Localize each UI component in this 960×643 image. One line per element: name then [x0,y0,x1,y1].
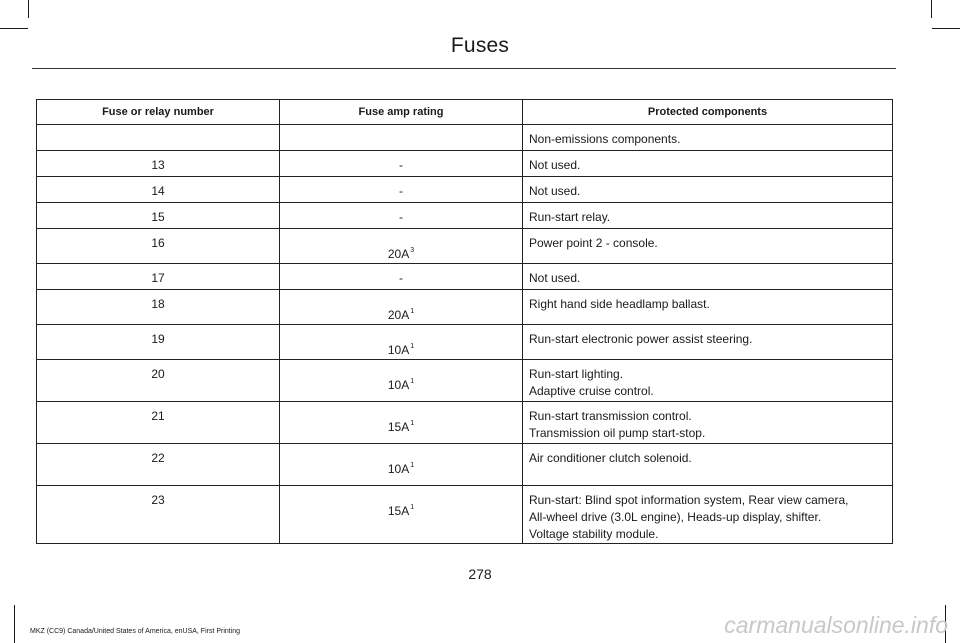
crop-mark [14,605,15,643]
table-row [37,125,893,151]
protected-components-cell [523,203,893,229]
amp-rating-cell [280,203,523,229]
component-line: Right hand side headlamp ballast. [529,297,710,311]
component-line: Run-start lighting. [529,367,624,381]
fuse-table [36,99,893,544]
table-row [37,325,893,360]
amp-rating-value: 10A [387,378,410,392]
fuse-number-cell: 23 [37,486,280,544]
column-header-fuse-number: Fuse or relay number [37,100,280,125]
fuse-number-cell: 16 [37,229,280,264]
crop-mark [931,0,932,18]
amp-rating-cell [280,486,523,544]
component-line: Not used. [529,184,581,198]
protected-components-cell [523,402,893,444]
protected-components-cell [523,360,893,402]
component-line: Not used. [529,158,581,172]
amp-rating-value: - [399,271,403,285]
crop-mark [0,28,28,29]
protected-components-cell [523,444,893,486]
table-row [37,229,893,264]
protected-components-cell [523,325,893,360]
table-row [37,290,893,325]
footer-text: MKZ (CC9) Canada/United States of America, enUSA, First Printing [30,628,241,635]
footnote-marker: 1 [410,420,415,427]
amp-rating-cell [280,360,523,402]
amp-rating-value: - [399,210,403,224]
fuse-number-cell: 15 [37,203,280,229]
component-line: Run-start: Blind spot information system, Rear view camera, [529,493,849,507]
table-row [37,486,893,544]
table-body [37,125,893,544]
amp-rating-cell [280,444,523,486]
fuse-number-cell: 14 [37,177,280,203]
amp-rating-cell [280,402,523,444]
component-line: Transmission oil pump start-stop. [529,426,706,440]
footnote-marker: 3 [410,247,415,254]
table-row [37,264,893,290]
amp-rating-value: 15A [387,420,410,434]
page-number: 278 [468,566,492,582]
amp-rating-value: - [399,184,403,198]
fuse-number-cell: 18 [37,290,280,325]
fuse-number-cell: 13 [37,151,280,177]
protected-components-cell [523,177,893,203]
component-line: Run-start relay. [529,210,611,224]
watermark: carmanualsonline.info [724,612,948,638]
fuse-number-cell: 17 [37,264,280,290]
component-line: Run-start electronic power assist steering. [529,332,753,346]
component-line: Non-emissions components. [529,132,681,146]
amp-rating-cell [280,151,523,177]
component-line: Power point 2 - console. [529,236,658,250]
protected-components-cell [523,290,893,325]
footnote-marker: 1 [410,343,415,350]
protected-components-cell [523,229,893,264]
footnote-marker: 1 [410,462,415,469]
amp-rating-value: 20A [387,308,410,322]
component-line: Run-start transmission control. [529,409,692,423]
protected-components-cell [523,486,893,544]
amp-rating-value: 10A [387,462,410,476]
table-row [37,177,893,203]
table-row [37,360,893,402]
footnote-marker: 1 [410,308,415,315]
table-header-row [37,100,893,125]
table-row [37,203,893,229]
amp-rating-value: 15A [387,504,410,518]
title-divider [32,68,896,69]
amp-rating-value: 20A [387,247,410,261]
amp-rating-cell [280,264,523,290]
footnote-marker: 1 [410,504,415,511]
fuse-number-cell [37,125,280,151]
amp-rating-cell [280,325,523,360]
column-header-amp-rating: Fuse amp rating [280,100,523,125]
table-row [37,402,893,444]
protected-components-cell [523,125,893,151]
protected-components-cell [523,264,893,290]
table-row [37,444,893,486]
crop-mark [28,0,29,18]
fuse-number-cell: 19 [37,325,280,360]
amp-rating-cell [280,290,523,325]
fuse-number-cell: 20 [37,360,280,402]
column-header-protected-components: Protected components [523,100,893,125]
crop-mark [932,28,960,29]
amp-rating-cell [280,229,523,264]
component-line: Not used. [529,271,581,285]
component-line: All-wheel drive (3.0L engine), Heads-up display, shifter. [529,510,822,524]
fuse-number-cell: 22 [37,444,280,486]
amp-rating-value: 10A [387,343,410,357]
component-line: Air conditioner clutch solenoid. [529,451,692,465]
amp-rating-value: - [399,158,403,172]
table-row [37,151,893,177]
page-title: Fuses [450,34,510,57]
footnote-marker: 1 [410,378,415,385]
component-line: Voltage stability module. [529,527,659,541]
amp-rating-cell [280,125,523,151]
amp-rating-cell [280,177,523,203]
fuse-number-cell: 21 [37,402,280,444]
component-line: Adaptive cruise control. [529,384,654,398]
protected-components-cell [523,151,893,177]
